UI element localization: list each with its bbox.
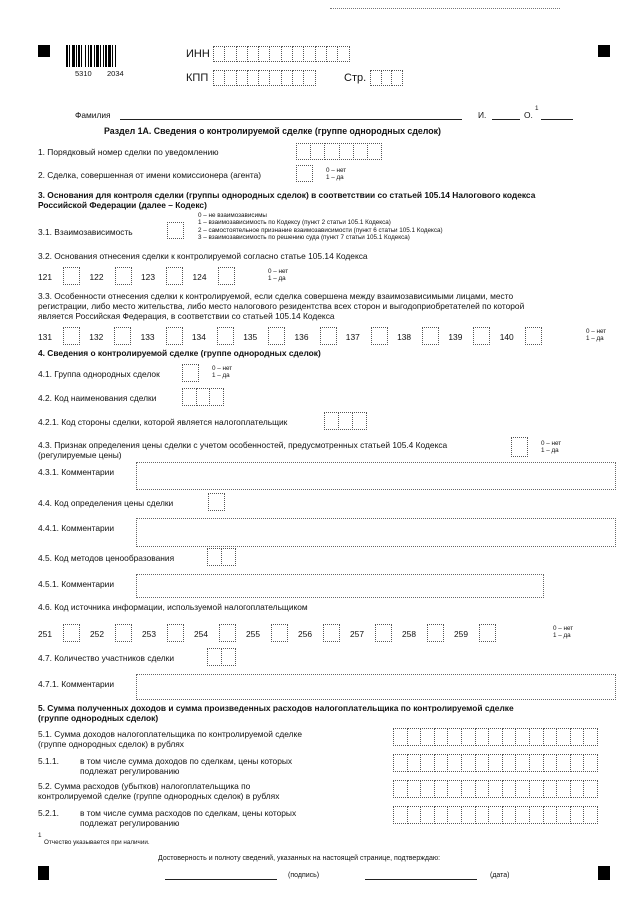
code-label: 253: [142, 629, 156, 639]
input-cell[interactable]: [182, 388, 197, 406]
comments-4-5-1-field[interactable]: [136, 574, 544, 598]
input-cell[interactable]: [583, 754, 598, 772]
code-label: 123: [141, 272, 155, 282]
barcode-bar: [90, 45, 92, 67]
barcode-bar: [78, 45, 80, 67]
item-5-1-line1: 5.1. Сумма доходов налогоплательщика по контролируемой сделке: [38, 729, 302, 739]
option-yes: 1 – да: [212, 372, 230, 380]
input-cell[interactable]: [393, 806, 408, 824]
inn-field[interactable]: [213, 46, 350, 62]
input-cell[interactable]: [407, 754, 422, 772]
item-4-2-1-label: 4.2.1. Код стороны сделки, которой является налогоплательщик: [38, 417, 288, 427]
deal-number-field[interactable]: [296, 143, 382, 160]
participants-count-field[interactable]: [207, 648, 236, 666]
code-label: 138: [397, 332, 412, 342]
code-label: 124: [192, 272, 207, 282]
code-label: 139: [448, 332, 463, 342]
input-cell[interactable]: [488, 728, 503, 746]
code-label: 133: [140, 332, 155, 342]
footnote-text: Отчество указывается при наличии.: [44, 839, 150, 846]
item-4-2-label: 4.2. Код наименования сделки: [38, 393, 157, 403]
code-257-field[interactable]: [375, 624, 392, 642]
input-cell[interactable]: [570, 754, 585, 772]
code-label: 140: [499, 332, 514, 342]
input-cell[interactable]: [515, 728, 530, 746]
input-cell[interactable]: [352, 412, 367, 430]
input-cell[interactable]: [475, 780, 490, 798]
input-cell[interactable]: [407, 806, 422, 824]
corner-marker-bottom-right: [598, 866, 610, 880]
barcode-bar: [85, 45, 86, 67]
input-cell[interactable]: [207, 648, 222, 666]
item-3-3-line1: 3.3. Особенности отнесения сделки к контролируемой, если сделка совершена между взаимозависимыми лицами, место: [38, 291, 514, 301]
input-cell[interactable]: [543, 780, 558, 798]
input-cell[interactable]: [296, 165, 313, 182]
code-254-field[interactable]: [219, 624, 236, 642]
input-cell[interactable]: [447, 806, 462, 824]
item-4-3-options: [541, 440, 561, 455]
barcode-bar: [69, 45, 70, 67]
top-edge-dotted: [330, 8, 560, 9]
comments-4-3-1-field[interactable]: [136, 462, 616, 490]
option-yes: 1 – да: [553, 632, 571, 640]
option-no: 0 – нет: [586, 328, 607, 335]
input-cell[interactable]: [511, 437, 528, 457]
input-cell[interactable]: [221, 648, 236, 666]
barcode-bar: [100, 45, 101, 67]
item-5-1-1-number: 5.1.1.: [38, 756, 59, 766]
item-4-4-label: 4.4. Код определения цены сделки: [38, 498, 174, 508]
input-cell[interactable]: [529, 780, 544, 798]
input-cell[interactable]: [407, 780, 422, 798]
option-no: 0 – нет: [326, 167, 347, 174]
input-cell[interactable]: [529, 728, 544, 746]
signature-field[interactable]: [165, 879, 277, 880]
initial-o-footnote-mark: 1: [535, 105, 539, 112]
comments-4-4-1-field[interactable]: [136, 518, 616, 547]
code-255-field[interactable]: [271, 624, 288, 642]
input-cell[interactable]: [488, 806, 503, 824]
option-yes: 1 – да: [586, 335, 604, 343]
interdependence-option: 3 – взаимозависимость по решению суда (пункт 7 статьи 105.1 Кодекса): [198, 234, 410, 242]
comments-4-7-1-field[interactable]: [136, 674, 616, 700]
item-3-3-options: [586, 328, 606, 343]
input-cell[interactable]: [461, 806, 476, 824]
barcode-number-right: 2034: [107, 69, 124, 78]
input-cell[interactable]: [303, 70, 315, 86]
input-cell[interactable]: [475, 806, 490, 824]
input-cell[interactable]: [447, 728, 462, 746]
input-cell[interactable]: [515, 806, 530, 824]
code-label: 252: [90, 629, 104, 639]
expense-amount-field[interactable]: [393, 780, 598, 798]
kpp-field[interactable]: [213, 70, 316, 86]
date-caption: (дата): [490, 872, 510, 879]
input-cell[interactable]: [209, 388, 224, 406]
item-5-1-line2: (группе однородных сделок) в рублях: [38, 739, 184, 749]
input-cell[interactable]: [570, 780, 585, 798]
kpp-label: КПП: [186, 72, 209, 84]
input-cell[interactable]: [475, 728, 490, 746]
input-cell[interactable]: [420, 728, 435, 746]
code-label: 254: [194, 629, 208, 639]
barcode-bar: [115, 45, 116, 67]
input-cell[interactable]: [570, 728, 585, 746]
input-cell[interactable]: [447, 754, 462, 772]
input-cell[interactable]: [583, 780, 598, 798]
code-253-field[interactable]: [167, 624, 184, 642]
code-140-field[interactable]: [525, 327, 542, 345]
input-cell[interactable]: [339, 143, 354, 160]
input-cell[interactable]: [488, 754, 503, 772]
code-122-field[interactable]: [115, 267, 132, 285]
input-cell[interactable]: [529, 754, 544, 772]
code-label: 134: [191, 332, 206, 342]
input-cell[interactable]: [543, 728, 558, 746]
inn-label: ИНН: [186, 48, 210, 60]
code-label: 132: [89, 332, 104, 342]
barcode: [66, 45, 128, 67]
surname-label: Фамилия: [75, 110, 111, 120]
interdependence-options: [198, 212, 443, 242]
barcode-bar: [96, 45, 99, 67]
input-cell[interactable]: [434, 754, 449, 772]
agent-deal-field[interactable]: [296, 165, 313, 182]
item-5-2-line1: 5.2. Сумма расходов (убытков) налогоплательщика по: [38, 781, 251, 791]
input-cell[interactable]: [296, 143, 311, 160]
regulated-income-amount-field[interactable]: [393, 754, 598, 772]
input-cell[interactable]: [434, 780, 449, 798]
code-label: 257: [350, 629, 364, 639]
option-no: 0 – нет: [553, 625, 574, 632]
input-cell[interactable]: [543, 806, 558, 824]
barcode-bar: [66, 45, 68, 67]
date-field[interactable]: [365, 879, 477, 880]
input-cell[interactable]: [502, 806, 517, 824]
code-label: 255: [246, 629, 260, 639]
item-5-2-1-line2: подлежат регулированию: [80, 818, 180, 828]
item-4-3-1-label: 4.3.1. Комментарии: [38, 467, 115, 477]
code-121-field[interactable]: [63, 267, 80, 285]
party-code-field[interactable]: [324, 412, 367, 430]
option-yes: 1 – да: [541, 447, 559, 455]
signature-caption: (подпись): [288, 872, 320, 879]
item-4-3-line1: 4.3. Признак определения цены сделки с учетом особенностей, предусмотренных статьей 105.4 Кодекса: [38, 440, 448, 450]
item-2-options: [326, 167, 346, 182]
confirmation-text: Достоверность и полноту сведений, указанных на настоящей странице, подтверждаю:: [158, 855, 441, 862]
item-1-label: 1. Порядковый номер сделки по уведомлению: [38, 147, 219, 157]
code-139-field[interactable]: [473, 327, 490, 345]
input-cell[interactable]: [310, 143, 325, 160]
option-no: 0 – нет: [268, 268, 289, 275]
item-4-6-options: [553, 625, 573, 640]
regulated-price-field[interactable]: [511, 437, 528, 457]
interdependence-option: 2 – самостоятельное признание взаимозависимости (пункт 6 статьи 105.1 Кодекса): [198, 226, 443, 234]
code-132-field[interactable]: [114, 327, 131, 345]
barcode-bar: [105, 45, 107, 67]
code-252-field[interactable]: [115, 624, 132, 642]
barcode-bar: [72, 45, 75, 67]
input-cell[interactable]: [556, 806, 571, 824]
code-251-field[interactable]: [63, 624, 80, 642]
input-cell[interactable]: [556, 780, 571, 798]
code-136-field[interactable]: [320, 327, 337, 345]
item-4-5-1-label: 4.5.1. Комментарии: [38, 579, 115, 589]
input-cell[interactable]: [488, 780, 503, 798]
input-cell[interactable]: [208, 493, 225, 511]
input-cell[interactable]: [583, 728, 598, 746]
section-5-title-line2: (группе однородных сделок): [38, 713, 159, 723]
input-cell[interactable]: [461, 780, 476, 798]
code-label: 135: [243, 332, 258, 342]
item-3-2-options: [268, 268, 288, 283]
input-cell[interactable]: [207, 548, 222, 566]
input-cell[interactable]: [338, 412, 353, 430]
code-137-field[interactable]: [371, 327, 388, 345]
page-label: Стр.: [344, 72, 367, 84]
input-cell[interactable]: [556, 728, 571, 746]
input-cell[interactable]: [570, 806, 585, 824]
item-3-3-line2: регистрации, либо место жительства, либо место налогового резидентства всех сторон и выгодоприобретателей по которой: [38, 301, 525, 311]
item-5-1-1-line1: в том числе сумма доходов по сделкам, цены которых: [80, 756, 293, 766]
initial-o-field[interactable]: [541, 119, 573, 120]
interdependence-option: 1 – взаимозависимость по Кодексу (пункт 2 статьи 105.1 Кодекса): [198, 219, 391, 227]
code-134-field[interactable]: [217, 327, 234, 345]
code-label: 259: [454, 629, 468, 639]
code-259-field[interactable]: [479, 624, 496, 642]
input-cell[interactable]: [393, 754, 408, 772]
item-3-3-line3: является Российская Федерация, в соответствии со статьей 105.14 Кодекса: [38, 311, 335, 321]
input-cell[interactable]: [353, 143, 368, 160]
input-cell[interactable]: [502, 780, 517, 798]
section-title: Раздел 1А. Сведения о контролируемой сделке (группе однородных сделок): [104, 126, 441, 136]
input-cell[interactable]: [461, 754, 476, 772]
item-4-5-label: 4.5. Код методов ценообразования: [38, 553, 175, 563]
input-cell[interactable]: [221, 548, 236, 566]
input-cell[interactable]: [434, 728, 449, 746]
item-4-1-label: 4.1. Группа однородных сделок: [38, 369, 160, 379]
code-123-field[interactable]: [166, 267, 183, 285]
input-cell[interactable]: [182, 364, 199, 382]
section-4-title: 4. Сведения о контролируемой сделке (группе однородных сделок): [38, 348, 321, 358]
item-5-2-1-number: 5.2.1.: [38, 808, 59, 818]
section-3-title-line1: 3. Основания для контроля сделки (группы однородных сделок) в соответствии со статьей 105.14 Налогового кодекса: [38, 190, 536, 200]
code-138-field[interactable]: [422, 327, 439, 345]
input-cell[interactable]: [543, 754, 558, 772]
item-4-7-label: 4.7. Количество участников сделки: [38, 653, 175, 663]
barcode-bar: [76, 45, 77, 67]
corner-marker-bottom-left: [38, 866, 49, 880]
input-cell[interactable]: [337, 46, 349, 62]
input-cell[interactable]: [324, 143, 339, 160]
footnote-mark: 1: [38, 832, 42, 839]
code-133-field[interactable]: [166, 327, 183, 345]
section-3-title-line2: Российской Федерации (далее – Кодекс): [38, 200, 207, 210]
input-cell[interactable]: [502, 754, 517, 772]
option-yes: 1 – да: [326, 174, 344, 182]
code-label: 137: [345, 332, 360, 342]
input-cell[interactable]: [393, 728, 408, 746]
code-label: 122: [89, 272, 104, 282]
item-4-7-1-label: 4.7.1. Комментарии: [38, 679, 115, 689]
pricing-method-code-field[interactable]: [207, 548, 236, 566]
input-cell[interactable]: [367, 143, 382, 160]
income-amount-field[interactable]: [393, 728, 598, 746]
option-no: 0 – нет: [212, 365, 233, 372]
interdependence-option: 0 – не взаимозависимы: [198, 212, 267, 219]
input-cell[interactable]: [461, 728, 476, 746]
code-label: 258: [402, 629, 416, 639]
item-3-2-label: 3.2. Основания отнесения сделки к контролируемой согласно статье 105.14 Кодекса: [38, 251, 368, 261]
deal-name-code-field[interactable]: [182, 388, 224, 406]
code-label: 121: [38, 272, 52, 282]
item-5-1-1-line2: подлежат регулированию: [80, 766, 180, 776]
code-label: 256: [298, 629, 312, 639]
regulated-expense-amount-field[interactable]: [393, 806, 598, 824]
barcode-bar: [112, 45, 113, 67]
item-2-label: 2. Сделка, совершенная от имени комиссионера (агента): [38, 170, 262, 180]
input-cell[interactable]: [556, 754, 571, 772]
initial-o-label: О.: [524, 110, 533, 120]
barcode-bar: [108, 45, 111, 67]
code-135-field[interactable]: [268, 327, 285, 345]
input-cell[interactable]: [515, 754, 530, 772]
input-cell[interactable]: [420, 780, 435, 798]
input-cell[interactable]: [529, 806, 544, 824]
input-cell[interactable]: [420, 806, 435, 824]
page-number-field[interactable]: [370, 70, 403, 86]
input-cell[interactable]: [420, 754, 435, 772]
input-cell[interactable]: [583, 806, 598, 824]
corner-marker-top-left: [38, 45, 50, 57]
barcode-bar: [81, 45, 82, 67]
code-124-field[interactable]: [218, 267, 235, 285]
input-cell[interactable]: [391, 70, 403, 86]
initial-i-field[interactable]: [492, 119, 520, 120]
code-label: 131: [38, 332, 52, 342]
input-cell[interactable]: [475, 754, 490, 772]
price-determination-code-field[interactable]: [208, 493, 225, 511]
input-cell[interactable]: [196, 388, 211, 406]
initial-i-label: И.: [478, 110, 487, 120]
input-cell[interactable]: [434, 806, 449, 824]
code-131-field[interactable]: [63, 327, 80, 345]
item-4-3-line2: (регулируемые цены): [38, 450, 122, 460]
input-cell[interactable]: [515, 780, 530, 798]
item-4-4-1-label: 4.4.1. Комментарии: [38, 523, 115, 533]
section-5-title-line1: 5. Сумма полученных доходов и сумма произведенных расходов налогоплательщика по контролируемой сделке: [38, 703, 514, 713]
barcode-bar: [94, 45, 95, 67]
option-yes: 1 – да: [268, 275, 286, 283]
option-no: 0 – нет: [541, 440, 562, 447]
barcode-bar: [103, 45, 104, 67]
item-4-1-options: [212, 365, 232, 380]
code-256-field[interactable]: [323, 624, 340, 642]
item-5-2-1-line1: в том числе сумма расходов по сделкам, цены которых: [80, 808, 297, 818]
code-label: 251: [38, 629, 52, 639]
interdependence-field[interactable]: [167, 222, 184, 239]
code-258-field[interactable]: [427, 624, 444, 642]
input-cell[interactable]: [447, 780, 462, 798]
item-4-6-label: 4.6. Код источника информации, используемой налогоплательщиком: [38, 602, 308, 612]
item-3-1-label: 3.1. Взаимозависимость: [38, 227, 133, 237]
barcode-bar: [88, 45, 89, 67]
input-cell[interactable]: [407, 728, 422, 746]
barcode-number-left: 5310: [75, 69, 92, 78]
input-cell[interactable]: [393, 780, 408, 798]
input-cell[interactable]: [167, 222, 184, 239]
corner-marker-top-right: [598, 45, 610, 57]
input-cell[interactable]: [502, 728, 517, 746]
surname-field[interactable]: [120, 119, 462, 120]
homogeneous-group-field[interactable]: [182, 364, 199, 382]
code-label: 136: [294, 332, 309, 342]
item-5-2-line2: контролируемой сделке (группе однородных сделок) в рублях: [38, 791, 280, 801]
input-cell[interactable]: [324, 412, 339, 430]
